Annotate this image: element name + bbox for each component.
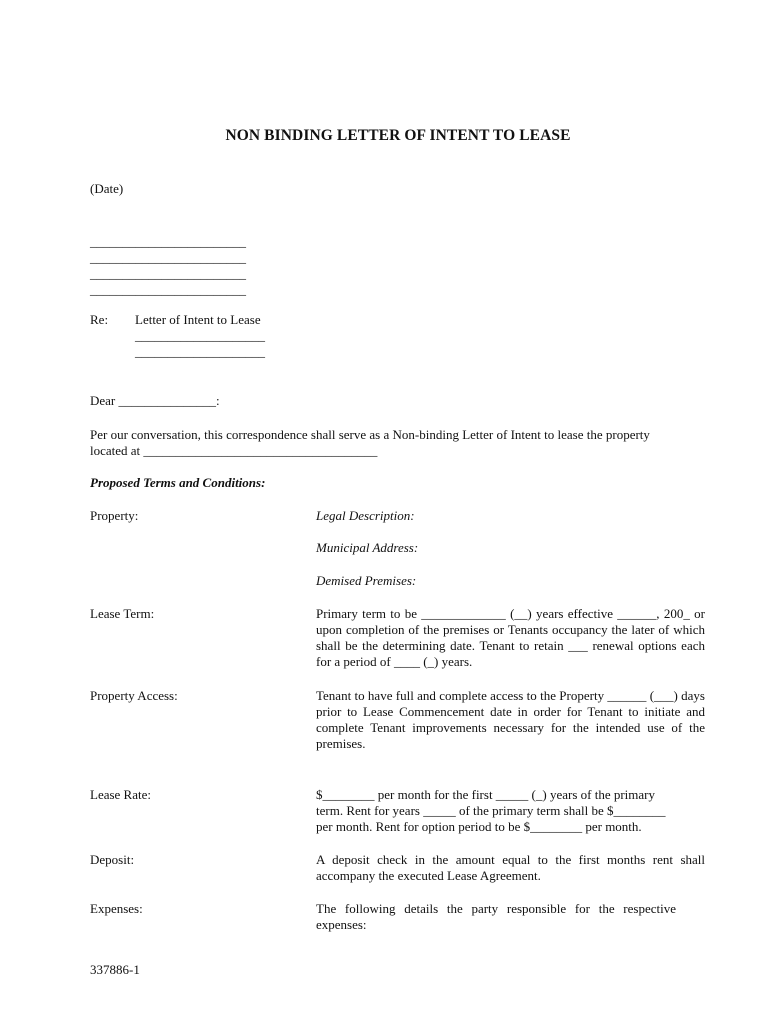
re-line: ____________________	[135, 328, 265, 343]
footer-document-id: 337886-1	[90, 962, 140, 977]
intro-paragraph	[90, 427, 650, 459]
demised-premises: Demised Premises:	[316, 573, 417, 588]
lease-rate-line: $________ per month for the first _____ (_) years of the primary	[316, 787, 656, 802]
intro-line: located at ____________________________________	[90, 443, 378, 458]
address-line: ________________________	[90, 250, 246, 265]
lease-term-text: Primary term to be _____________ (__) years effective ______, 200_ or upon completion of the premises or Tenants occupancy the later of which shall be the determining date. Tenant to retain ___ renewal options each for a period of ____ (_) years.	[316, 606, 705, 669]
expenses-text: The following details the party responsible for the respective expenses:	[316, 901, 676, 932]
address-block	[90, 234, 246, 298]
lease-rate-label: Lease Rate:	[90, 787, 151, 802]
salutation: Dear _______________:	[90, 393, 220, 408]
municipal-address: Municipal Address:	[316, 540, 419, 555]
intro-line: Per our conversation, this correspondence shall serve as a Non-binding Letter of Intent to lease the property	[90, 427, 650, 442]
lease-rate-text	[316, 787, 665, 835]
terms-heading: Proposed Terms and Conditions:	[90, 475, 266, 490]
legal-description: Legal Description:	[316, 508, 415, 523]
date-placeholder: (Date)	[90, 181, 124, 196]
address-line: ________________________	[90, 266, 246, 281]
property-access-text: Tenant to have full and complete access to the Property ______ (___) days prior to Lease Commencement date in order for Tenant to initiate and complete Tenant improvements necessary for the intended use of the premises.	[316, 688, 705, 751]
lease-term-label: Lease Term:	[90, 606, 155, 621]
address-line: ________________________	[90, 234, 246, 249]
lease-rate-line: term. Rent for years _____ of the primary term shall be $________	[316, 803, 666, 818]
expenses-label: Expenses:	[90, 901, 143, 916]
document-title: NON BINDING LETTER OF INTENT TO LEASE	[225, 127, 571, 144]
deposit-label: Deposit:	[90, 852, 135, 867]
address-line: ________________________	[90, 282, 246, 297]
property-access-label: Property Access:	[90, 688, 178, 703]
re-label: Re:	[90, 312, 109, 327]
deposit-text: A deposit check in the amount equal to the first months rent shall accompany the executed Lease Agreement.	[316, 852, 705, 883]
re-subject: Letter of Intent to Lease	[135, 312, 261, 327]
property-label: Property:	[90, 508, 139, 523]
lease-rate-line: per month. Rent for option period to be $________ per month.	[316, 819, 642, 834]
re-block	[135, 312, 265, 360]
re-line: ____________________	[135, 344, 265, 359]
